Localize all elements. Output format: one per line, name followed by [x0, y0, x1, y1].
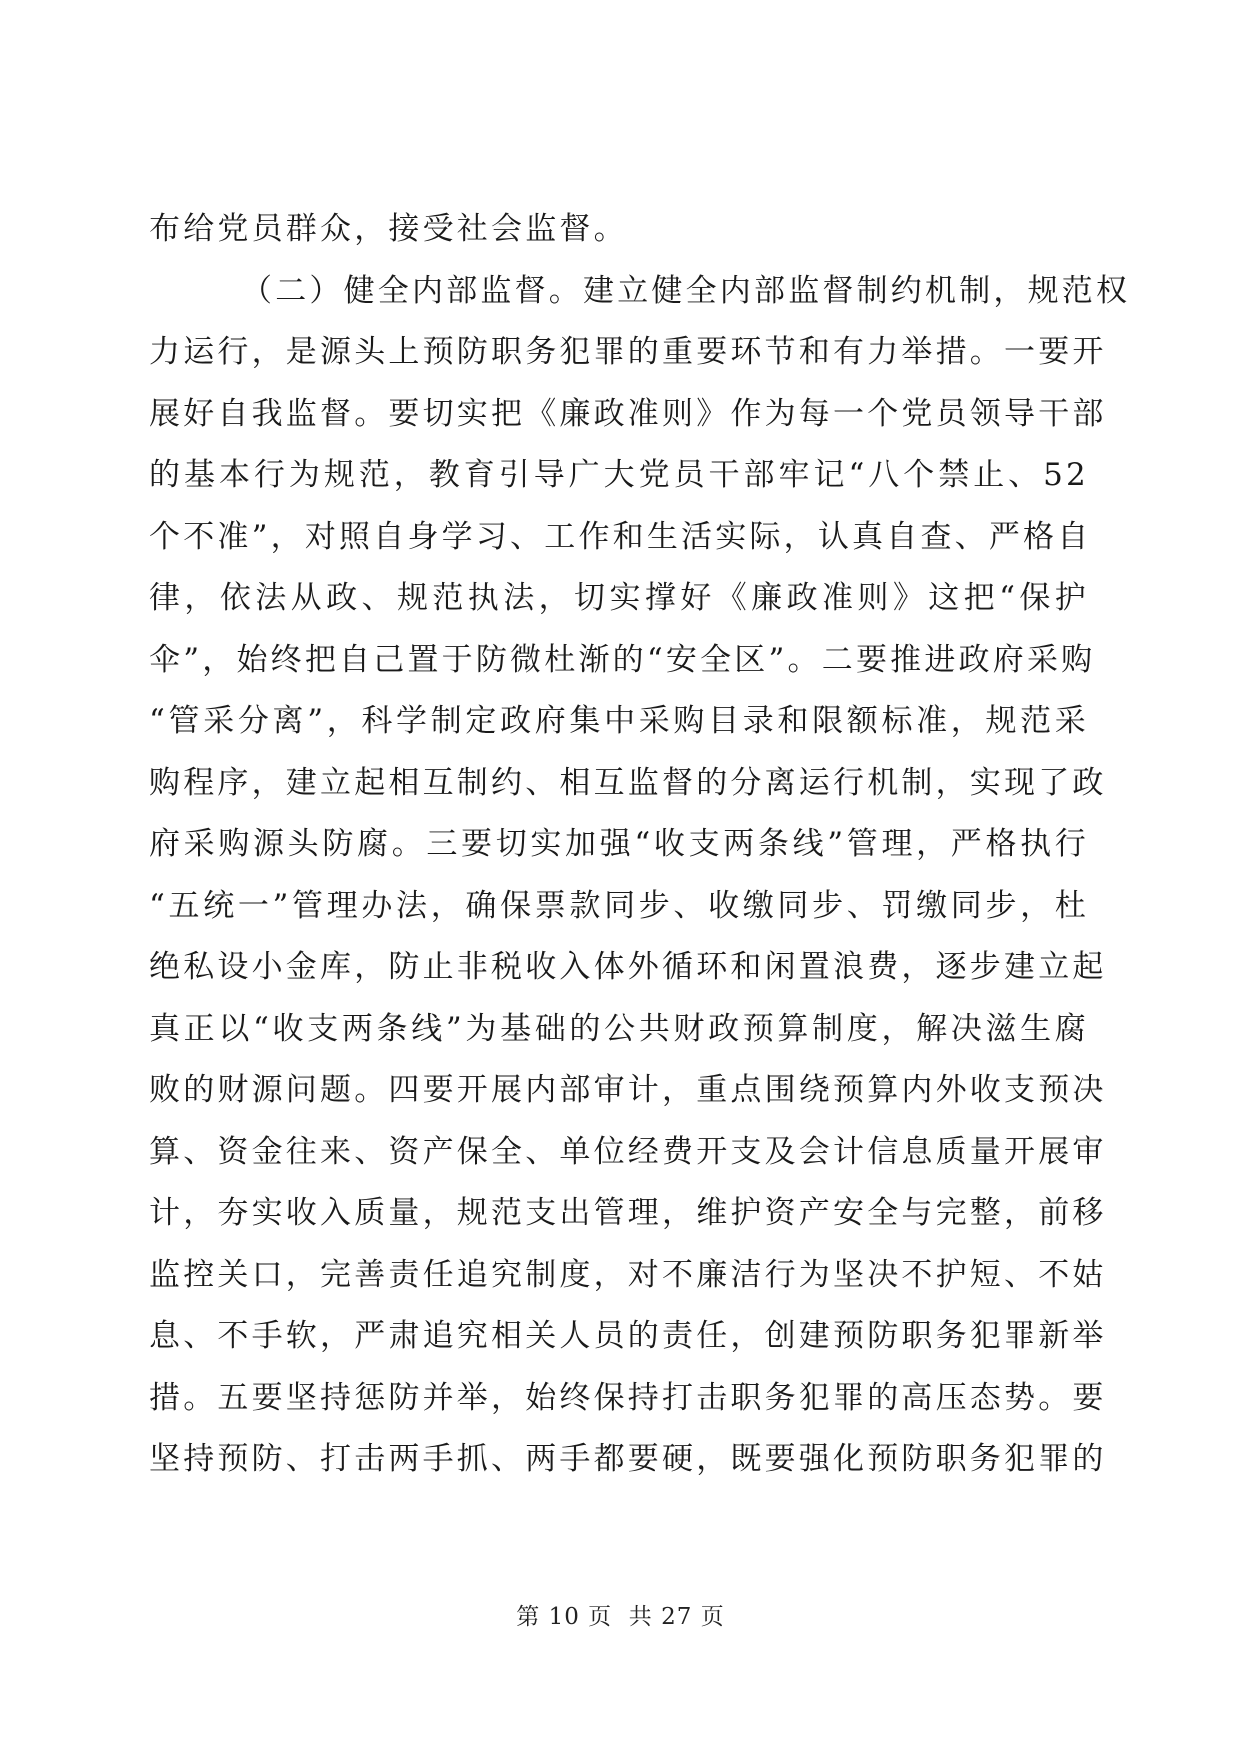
text-line: 算、资金往来、资产保全、单位经费开支及会计信息质量开展审	[149, 1133, 1107, 1170]
text-line: 展好自我监督。要切实把《廉政准则》作为每一个党员领导干部	[149, 395, 1107, 432]
text-line: “管采分离”，科学制定政府集中采购目录和限额标准，规范采	[149, 703, 1089, 739]
text-line: 绝私设小金库，防止非税收入体外循环和闲置浪费，逐步建立起	[149, 949, 1107, 985]
text-line: 伞”，始终把自己置于防微杜渐的“安全区”。二要推进政府采购	[149, 641, 1096, 678]
text-line: （二）健全内部监督。建立健全内部监督制约机制，规范权	[241, 272, 1131, 309]
text-line: 力运行，是源头上预防职务犯罪的重要环节和有力举措。一要开	[149, 334, 1107, 370]
text-line: 的基本行为规范，教育引导广大党员干部牢记“八个禁止、52	[149, 457, 1089, 493]
text-line: 息、不手软，严肃追究相关人员的责任，创建预防职务犯罪新举	[149, 1318, 1107, 1354]
page-number: 第 10 页 共 27 页	[516, 1604, 725, 1630]
document-body	[149, 199, 1131, 1491]
text-line: 府采购源头防腐。三要切实加强“收支两条线”管理，严格执行	[149, 826, 1089, 862]
text-line: 败的财源问题。四要开展内部审计，重点围绕预算内外收支预决	[149, 1072, 1107, 1108]
text-line: 购程序，建立起相互制约、相互监督的分离运行机制，实现了政	[149, 764, 1107, 801]
text-line: 坚持预防、打击两手抓、两手都要硬，既要强化预防职务犯罪的	[149, 1441, 1107, 1477]
text-line: 真正以“收支两条线”为基础的公共财政预算制度，解决滋生腐	[149, 1010, 1089, 1047]
text-line: 监控关口，完善责任追究制度，对不廉洁行为坚决不护短、不姑	[149, 1256, 1107, 1293]
text-line: 布给党员群众，接受社会监督。	[149, 211, 628, 247]
page-footer	[0, 1598, 1241, 1631]
text-line: “五统一”管理办法，确保票款同步、收缴同步、罚缴同步，杜	[149, 887, 1089, 924]
text-line: 个不准”，对照自身学习、工作和生活实际，认真自查、严格自	[149, 518, 1092, 555]
text-line: 计，夯实收入质量，规范支出管理，维护资产安全与完整，前移	[149, 1195, 1107, 1231]
text-line: 律，依法从政、规范执法，切实撑好《廉政准则》这把“保护	[149, 580, 1089, 616]
text-line: 措。五要坚持惩防并举，始终保持打击职务犯罪的高压态势。要	[149, 1379, 1107, 1416]
